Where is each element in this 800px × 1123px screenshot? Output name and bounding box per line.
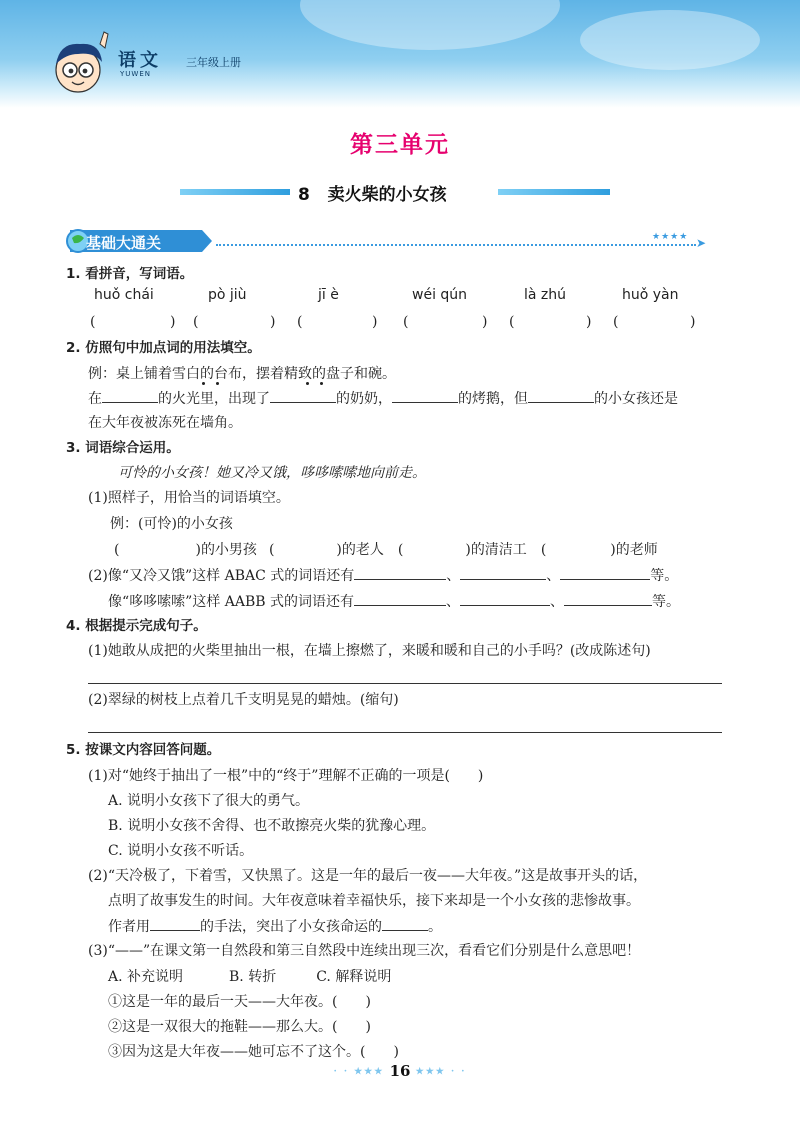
q5-item-2: ②这是一双很大的拖鞋——那么大。( ) xyxy=(108,1019,371,1035)
answer-box-6-open[interactable]: ( xyxy=(613,314,619,330)
blank-field[interactable] xyxy=(564,591,652,606)
title-bar-right xyxy=(498,189,610,195)
q5-option: C. 解释说明 xyxy=(316,969,392,985)
answer-box-2-open[interactable]: ( xyxy=(193,314,199,330)
blank-field[interactable] xyxy=(560,565,650,580)
q3-title: 3. 词语综合运用。 xyxy=(66,440,180,456)
q3-item: 的老人 xyxy=(341,542,384,558)
q5-text: 。 xyxy=(428,919,442,935)
q5-sub3-options xyxy=(108,967,391,987)
q3-item: 的小男孩 xyxy=(200,542,257,558)
q2-text: 在 xyxy=(88,391,102,407)
title-bar-left xyxy=(180,189,290,195)
q5-sub2-line3 xyxy=(108,916,442,937)
blank-field[interactable] xyxy=(354,565,446,580)
answer-line[interactable] xyxy=(88,683,722,684)
decor-glow xyxy=(580,10,760,70)
q5-title: 5. 按课文内容回答问题。 xyxy=(66,742,221,758)
q3-item: 的清洁工 xyxy=(470,542,527,558)
q3-text: 、 xyxy=(446,568,461,584)
pinyin-2: pò jiù xyxy=(208,287,247,303)
q3-sub1: (1)照样子，用恰当的词语填空。 xyxy=(88,490,290,506)
section-header xyxy=(66,228,716,256)
q5-option: B. 转折 xyxy=(229,969,277,985)
mascot-boy-icon xyxy=(48,30,114,96)
q3-quote: 可怜的小女孩！她又冷又饿，哆哆嗦嗦地向前走。 xyxy=(118,465,426,481)
answer-box-4-close: ) xyxy=(482,314,488,330)
paren-close: ) xyxy=(610,542,616,558)
lesson-name: 卖火柴的小女孩 xyxy=(327,185,447,205)
q5-text: 的手法，突出了小女孩命运的 xyxy=(200,919,382,935)
blank-field[interactable] xyxy=(102,388,158,403)
paren-close: ) xyxy=(336,542,342,558)
q4-title: 4. 根据提示完成句子。 xyxy=(66,618,207,634)
pinyin-3: jī è xyxy=(318,287,339,303)
q3-text: 等。 xyxy=(650,568,679,584)
q3-sub2 xyxy=(88,565,678,586)
q5-option-b: B. 说明小女孩不舍得、也不敢擦亮火柴的犹豫心理。 xyxy=(108,818,436,834)
q2-text: 的烤鹅，但 xyxy=(458,391,528,407)
pinyin-6: huǒ yàn xyxy=(622,287,679,303)
q3-item: 的老师 xyxy=(615,542,658,558)
footer-stars-right: ★★★ · · xyxy=(415,1067,467,1077)
pinyin-1: huǒ chái xyxy=(94,287,154,303)
q2-line2: 在大年夜被冻死在墙角。 xyxy=(88,415,242,431)
q4-sub1: (1)她敢从成把的火柴里抽出一根，在墙上擦燃了，来暖和暖和自己的小手吗？(改成陈述句) xyxy=(88,643,651,659)
subject-pinyin: YUWEN xyxy=(120,70,151,78)
lesson-title-row xyxy=(180,180,610,204)
blank-field[interactable] xyxy=(382,916,428,931)
q3-text: 等。 xyxy=(652,594,681,610)
q3-sub2b xyxy=(108,591,680,612)
blank-field[interactable] xyxy=(392,388,458,403)
footer-stars-left: · · ★★★ xyxy=(333,1067,385,1077)
pinyin-4: wéi qún xyxy=(412,287,468,303)
section-stars: ★★★★ xyxy=(652,232,689,242)
emphasis-dot xyxy=(202,382,205,385)
paren-open[interactable]: ( xyxy=(540,542,547,558)
answer-box-1-open[interactable]: ( xyxy=(90,314,96,330)
answer-box-4-open[interactable]: ( xyxy=(403,314,409,330)
subject-label: 语文 xyxy=(118,50,162,71)
pinyin-5: là zhú xyxy=(524,287,567,303)
section-badge-label: 基础大通关 xyxy=(86,234,162,252)
answer-box-3-open[interactable]: ( xyxy=(297,314,303,330)
blank-field[interactable] xyxy=(460,565,546,580)
q5-text: 作者用 xyxy=(108,919,150,935)
paren-open[interactable]: ( xyxy=(114,542,120,558)
answer-box-3-close: ) xyxy=(372,314,378,330)
emphasis-dot xyxy=(306,382,309,385)
q5-item-3: ③因为这是大年夜——她可忘不了这个。( ) xyxy=(108,1044,399,1060)
arrow-right-icon: ➤ xyxy=(696,236,707,250)
q1-title: 1. 看拼音，写词语。 xyxy=(66,266,194,282)
section-dotted-line xyxy=(216,244,696,246)
q5-sub3: (3)“——”在课文第一自然段和第三自然段中连续出现三次，看看它们分别是什么意思吧！ xyxy=(88,943,641,959)
paren-close: ) xyxy=(195,542,201,558)
answer-box-6-close: ) xyxy=(690,314,696,330)
paren-open[interactable]: ( xyxy=(397,542,404,558)
paren-open[interactable]: ( xyxy=(268,542,275,558)
paren-close: ) xyxy=(465,542,471,558)
blank-field[interactable] xyxy=(270,388,336,403)
q5-item-1: ①这是一年的最后一天——大年夜。( ) xyxy=(108,994,371,1010)
q5-option: A. 补充说明 xyxy=(108,969,184,985)
q4-sub2: (2)翠绿的树枝上点着几千支明晃晃的蜡烛。(缩句) xyxy=(88,692,399,708)
blank-field[interactable] xyxy=(460,591,550,606)
lesson-title xyxy=(298,180,447,205)
q3-sub1-example: 例：(可怜)的小女孩 xyxy=(110,516,233,532)
answer-line[interactable] xyxy=(88,732,722,733)
q5-option-c: C. 说明小女孩不听话。 xyxy=(108,843,254,859)
q5-option-a: A. 说明小女孩下了很大的勇气。 xyxy=(108,793,310,809)
q3-text: 、 xyxy=(446,594,461,610)
grade-label: 三年级上册 xyxy=(186,56,241,69)
unit-title: 第三单元 xyxy=(350,132,450,158)
q2-example: 例：桌上铺着雪白的台布，摆着精致的盘子和碗。 xyxy=(88,366,396,382)
q5-sub2-line2: 点明了故事发生的时间。大年夜意味着幸福快乐，接下来却是一个小女孩的悲惨故事。 xyxy=(108,893,640,909)
decor-glow xyxy=(300,0,560,50)
answer-box-5-close: ) xyxy=(586,314,592,330)
q2-text: 的火光里，出现了 xyxy=(158,391,270,407)
q3-text: (2)像“又冷又饿”这样 ABAC 式的词语还有 xyxy=(88,568,355,584)
q3-text: 、 xyxy=(546,568,561,584)
emphasis-dot xyxy=(320,382,323,385)
page-number: 16 xyxy=(389,1062,411,1080)
lesson-number: 8 xyxy=(298,185,310,205)
blank-field[interactable] xyxy=(150,916,200,931)
emphasis-dot xyxy=(216,382,219,385)
answer-box-1-close: ) xyxy=(170,314,176,330)
page-footer xyxy=(0,1062,800,1080)
q3-text: 、 xyxy=(550,594,565,610)
q2-title: 2. 仿照句中加点词的用法填空。 xyxy=(66,340,261,356)
q3-sub1-row xyxy=(114,540,658,560)
q5-sub2-line1: (2)“天冷极了，下着雪，又快黑了。这是一年的最后一夜——大年夜。”这是故事开头的话， xyxy=(88,868,648,884)
q2-text: 的奶奶， xyxy=(336,391,392,407)
blank-field[interactable] xyxy=(354,591,446,606)
q2-line1 xyxy=(88,388,678,409)
q2-text: 的小女孩还是 xyxy=(594,391,678,407)
q3-text: 像“哆哆嗦嗦”这样 AABB 式的词语还有 xyxy=(108,594,355,610)
answer-box-5-open[interactable]: ( xyxy=(509,314,515,330)
blank-field[interactable] xyxy=(528,388,594,403)
q5-sub1: (1)对“她终于抽出了一根”中的“终于”理解不正确的一项是( ) xyxy=(88,768,484,784)
answer-box-2-close: ) xyxy=(270,314,276,330)
